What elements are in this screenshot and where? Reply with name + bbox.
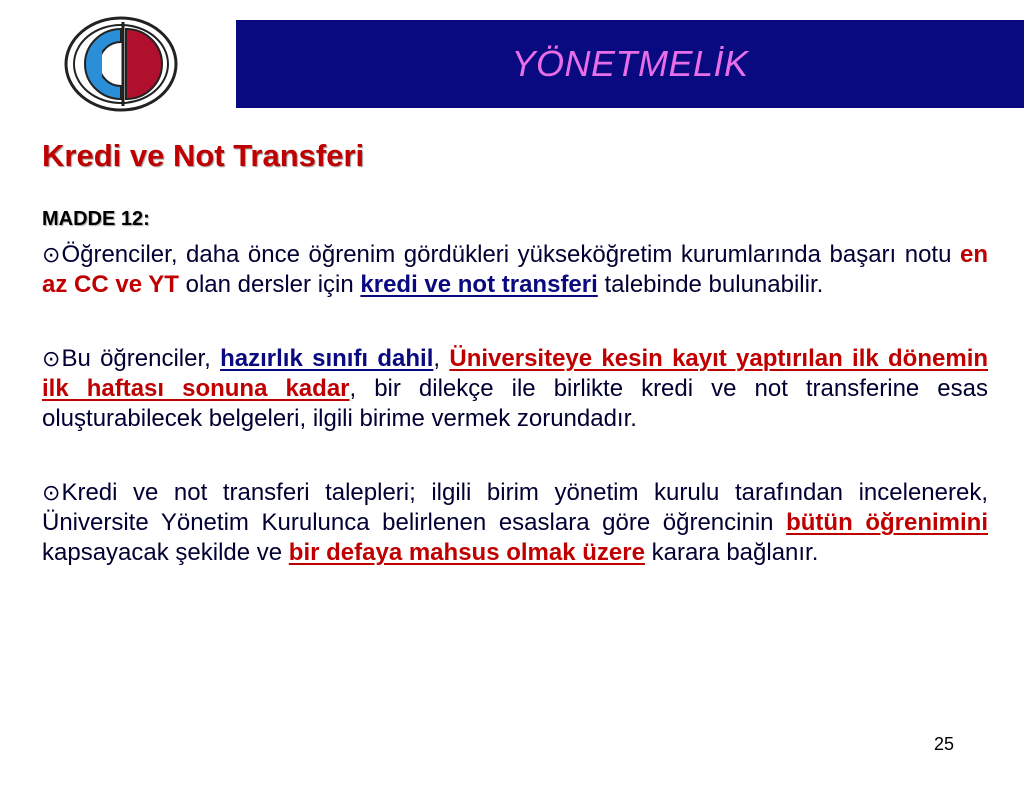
emphasis-deadline: Üniversiteye kesin kayıt yaptırılan ilk dönemin ilk haftası sonuna kadar: [42, 345, 989, 402]
paragraph-text: talebinde bulunabilir.: [597, 271, 824, 298]
content-body: [42, 240, 988, 568]
header-title: YÖNETMELİK: [511, 43, 749, 84]
paragraph-text: , bir dilekçe ile birlikte kredi ve not transferine esas oluşturabilecek belgeleri, ilgili birime vermek zorundadır.: [42, 375, 988, 432]
article-label: MADDE 12:: [42, 208, 150, 230]
emphasis-prep: hazırlık sınıfı dahil: [220, 345, 434, 372]
paragraph-text: Kredi ve not transferi talepleri; ilgili birim yönetim kurulu tarafından incelenerek, Üniversite Yönetim Kurulunca belirlenen esaslara göre öğrencinin: [42, 479, 988, 536]
paragraph-text: ,: [433, 345, 450, 372]
emphasis-whole: bütün öğrenimini: [786, 509, 988, 536]
paragraph-text: karara bağlanır.: [644, 539, 819, 566]
bullet-icon: ⊙: [42, 242, 61, 267]
bullet-icon: ⊙: [42, 480, 61, 505]
page-number: 25: [934, 734, 955, 754]
paragraph-text: kapsayacak şekilde ve: [42, 539, 289, 566]
paragraph-1: [42, 240, 988, 300]
emphasis-grade: en az CC ve YT: [42, 241, 988, 298]
bullet-icon: ⊙: [42, 346, 61, 371]
emphasis-transfer: kredi ve not transferi: [360, 271, 598, 298]
paragraph-2: [42, 344, 988, 434]
section-title: Kredi ve Not Transferi: [42, 138, 365, 173]
emphasis-once: bir defaya mahsus olmak üzere: [288, 539, 645, 566]
paragraph-text: Bu öğrenciler,: [61, 345, 221, 372]
header-bar: [236, 20, 1024, 108]
paragraph-3: [42, 478, 988, 568]
paragraph-text: Öğrenciler, daha önce öğrenim gördükleri yükseköğretim kurumlarında başarı notu: [61, 241, 960, 268]
university-logo: [62, 14, 180, 114]
paragraph-text: olan dersler için: [178, 271, 361, 298]
